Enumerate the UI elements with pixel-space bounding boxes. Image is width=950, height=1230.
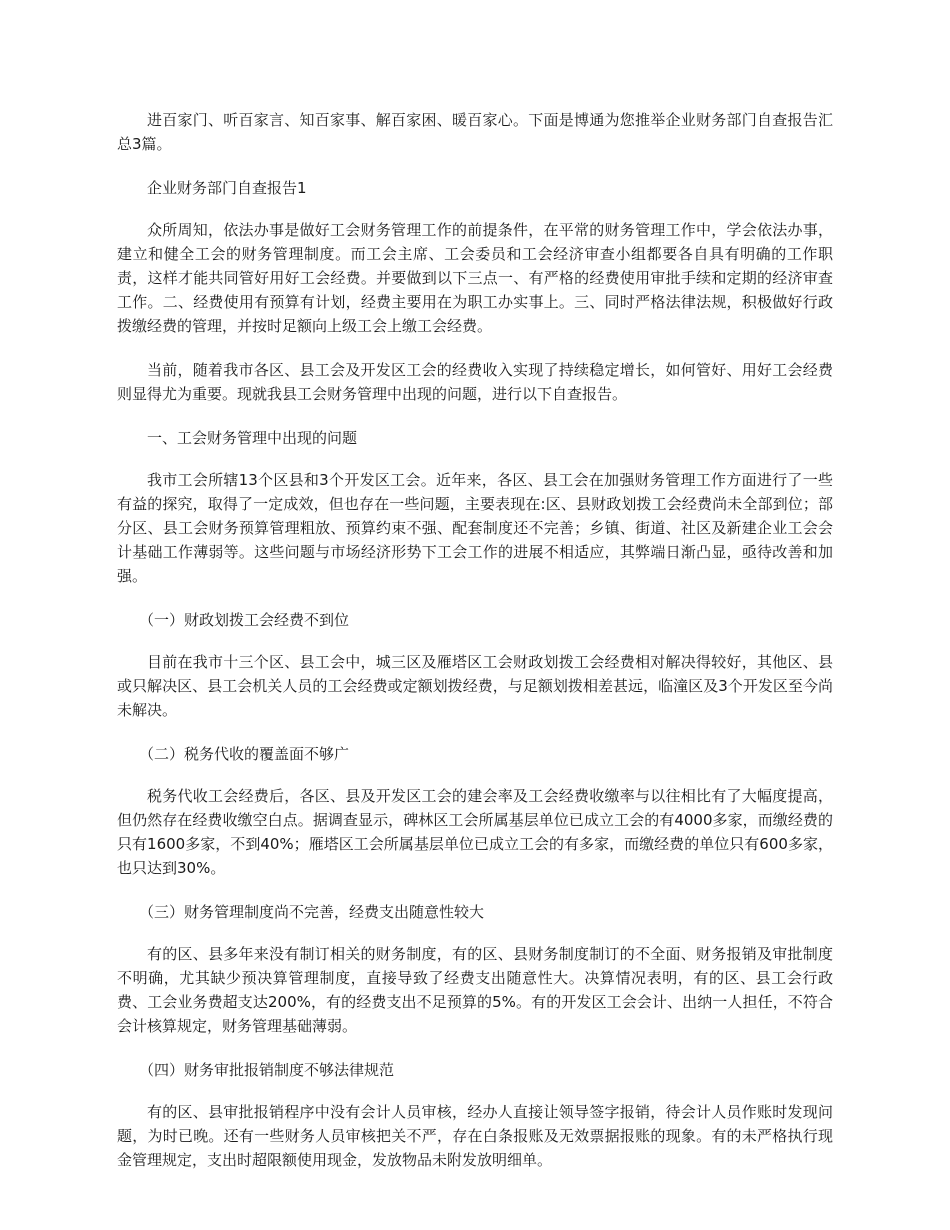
section-1-heading: 一、工会财务管理中出现的问题: [147, 429, 358, 447]
subsection-3-heading: （三）财务管理制度尚不完善，经费支出随意性较大: [139, 903, 485, 921]
subsection-1-body: 目前在我市十三个区、县工会中，城三区及雁塔区工会财政划拨工会经费相对解决得较好，其他区、县或只解决区、县工会机关人员的工会经费或定额划拨经费，与足额划拨相差甚远，临潼区及3个开发区至今尚未解决。: [117, 653, 833, 719]
subsection-4-body: 有的区、县审批报销程序中没有会计人员审核，经办人直接让领导签字报销，待会计人员作账时发现问题，为时已晚。还有一些财务人员审核把关不严，存在白条报账及无效票据报账的现象。有的未严格执行现金管理规定，支出时超限额使用现金，发放物品未附发放明细单。: [117, 1103, 833, 1169]
report-title: 企业财务部门自查报告1: [147, 179, 307, 197]
intro-paragraph: 进百家门、听百家言、知百家事、解百家困、暖百家心。下面是博通为您推举企业财务部门自查报告汇总3篇。: [117, 111, 833, 153]
subsection-2-heading: （二）税务代收的覆盖面不够广: [139, 745, 350, 763]
subsection-1-heading: （一）财政划拨工会经费不到位: [139, 611, 350, 629]
subsection-2-body: 税务代收工会经费后，各区、县及开发区工会的建会率及工会经费收缴率与以往相比有了大幅度提高，但仍然存在经费收缴空白点。据调查显示，碑林区工会所属基层单位已成立工会的有4000多家，而缴经费的只有1600多家，不到40%；雁塔区工会所属基层单位已成立工会的有多家，而缴经费的单位只有600多家，也只达到30%。: [117, 787, 833, 877]
subsection-3-body: 有的区、县多年来没有制订相关的财务制度，有的区、县财务制度制订的不全面、财务报销及审批制度不明确，尤其缺少预决算管理制度，直接导致了经费支出随意性大。决算情况表明，有的区、县工会行政费、工会业务费超支达200%，有的经费支出不足预算的5%。有的开发区工会会计、出纳一人担任，不符合会计核算规定，财务管理基础薄弱。: [117, 945, 833, 1035]
subsection-4-heading: （四）财务审批报销制度不够法律规范: [139, 1061, 395, 1079]
body-paragraph-2: 当前，随着我市各区、县工会及开发区工会的经费收入实现了持续稳定增长，如何管好、用好工会经费则显得尤为重要。现就我县工会财务管理中出现的问题，进行以下自查报告。: [117, 361, 833, 403]
section-1-body: 我市工会所辖13个区县和3个开发区工会。近年来，各区、县工会在加强财务管理工作方面进行了一些有益的探究，取得了一定成效，但也存在一些问题，主要表现在:区、县财政划拨工会经费尚未全部到位；部分区、县工会财务预算管理粗放、预算约束不强、配套制度还不完善；乡镇、街道、社区及新建企业工会会计基础工作薄弱等。这些问题与市场经济形势下工会工作的进展不相适应，其弊端日渐凸显，亟待改善和加强。: [117, 471, 833, 585]
body-paragraph-1: 众所周知，依法办事是做好工会财务管理工作的前提条件，在平常的财务管理工作中，学会依法办事，建立和健全工会的财务管理制度。而工会主席、工会委员和工会经济审查小组都要各自具有明确的工作职责，这样才能共同管好用好工会经费。并要做到以下三点一、有严格的经费使用审批手续和定期的经济审查工作。二、经费使用有预算有计划，经费主要用在为职工办实事上。三、同时严格法律法规，积极做好行政拨缴经费的管理，并按时足额向上级工会上缴工会经费。: [117, 221, 833, 335]
document-page: [117, 108, 833, 1172]
